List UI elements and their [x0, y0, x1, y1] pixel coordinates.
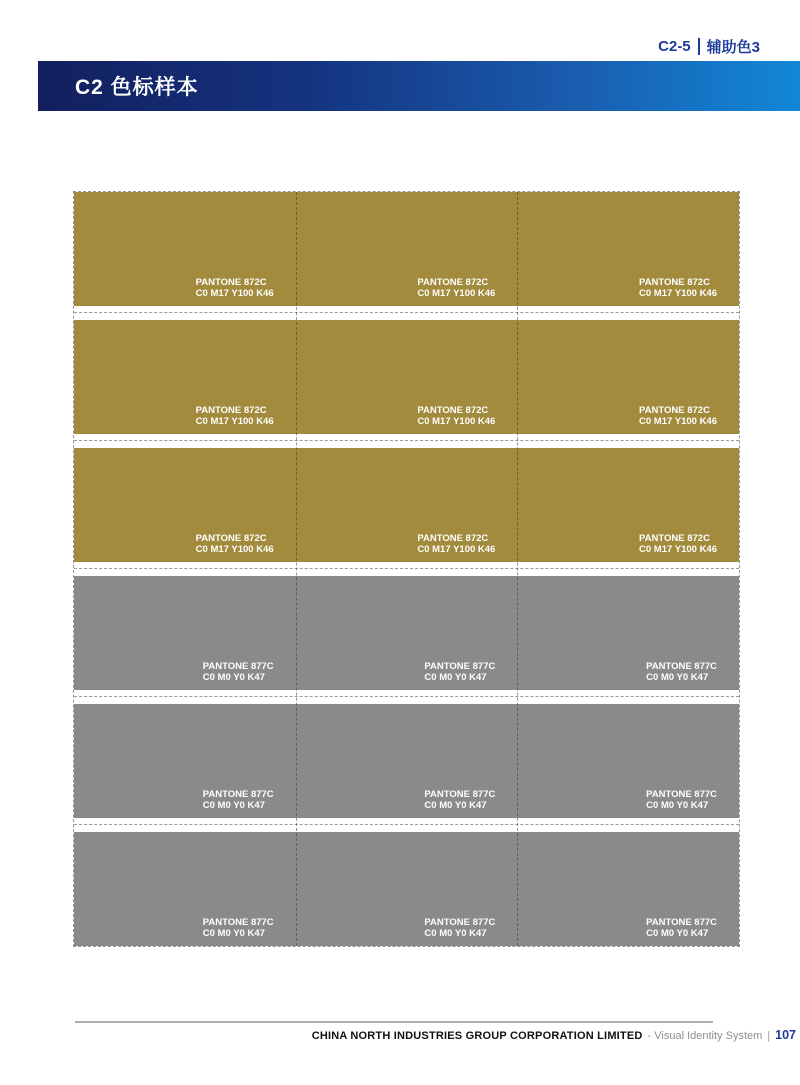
- section-label: 辅助色3: [706, 39, 760, 56]
- pantone-name: PANTONE 877C: [202, 661, 274, 672]
- cmyk-value: C0 M17 Y100 K46: [195, 416, 274, 427]
- swatch-cell: [517, 192, 739, 306]
- pantone-name: PANTONE 877C: [646, 789, 718, 800]
- pantone-name: PANTONE 872C: [639, 533, 710, 544]
- pantone-name: PANTONE 872C: [417, 405, 489, 416]
- swatch-label: [196, 533, 274, 555]
- footer-suffix: - Visual Identity System: [647, 1030, 763, 1042]
- swatch-label: [417, 405, 495, 427]
- pantone-name: PANTONE 877C: [646, 661, 718, 672]
- row-cut-line: [74, 306, 739, 320]
- cmyk-value: C0 M0 Y0 K47: [202, 800, 265, 811]
- cmyk-value: C0 M17 Y100 K46: [417, 288, 496, 299]
- pantone-name: PANTONE 872C: [639, 277, 710, 288]
- swatch-label: [646, 661, 717, 683]
- color-swatch-grid: [73, 191, 740, 947]
- swatch-label: [646, 789, 717, 811]
- pantone-name: PANTONE 872C: [417, 533, 489, 544]
- pantone-name: PANTONE 872C: [195, 533, 267, 544]
- page-title: C2 色标样本: [75, 76, 199, 99]
- pantone-name: PANTONE 877C: [424, 917, 496, 928]
- swatch-label: [646, 917, 717, 939]
- swatch-cell: [517, 320, 739, 434]
- cmyk-value: C0 M0 Y0 K47: [202, 672, 265, 683]
- swatch-cell: [74, 320, 296, 434]
- swatch-cell: [517, 448, 739, 562]
- swatch-cell: [74, 704, 296, 818]
- cmyk-value: C0 M17 Y100 K46: [195, 544, 274, 555]
- swatch-label: [417, 533, 495, 555]
- swatch-row-silver-3: [74, 832, 739, 946]
- column-cut-line: [517, 192, 518, 946]
- swatch-label: [417, 277, 495, 299]
- cmyk-value: C0 M0 Y0 K47: [646, 928, 709, 939]
- swatch-cell: [296, 832, 518, 946]
- swatch-label: [639, 533, 717, 555]
- row-cut-line: [74, 562, 739, 576]
- swatch-cell: [296, 192, 518, 306]
- column-cut-line: [296, 192, 297, 946]
- cmyk-value: C0 M17 Y100 K46: [639, 544, 718, 555]
- pantone-name: PANTONE 877C: [424, 661, 496, 672]
- swatch-cell: [296, 448, 518, 562]
- pantone-name: PANTONE 872C: [195, 405, 267, 416]
- swatch-label: [639, 405, 717, 427]
- section-code: C2-5: [658, 38, 691, 55]
- section-tag: [658, 36, 760, 57]
- swatch-cell: [517, 576, 739, 690]
- swatch-row-gold-2: [74, 320, 739, 434]
- swatch-label: [424, 661, 495, 683]
- swatch-cell: [296, 320, 518, 434]
- section-tag-divider: [698, 38, 700, 55]
- swatch-cell: [517, 704, 739, 818]
- swatch-label: [424, 917, 495, 939]
- cmyk-value: C0 M0 Y0 K47: [646, 672, 709, 683]
- swatch-row-gold-3: [74, 448, 739, 562]
- row-cut-line: [74, 690, 739, 704]
- cmyk-value: C0 M0 Y0 K47: [646, 800, 709, 811]
- cmyk-value: C0 M17 Y100 K46: [417, 544, 496, 555]
- pantone-name: PANTONE 877C: [646, 917, 718, 928]
- cmyk-value: C0 M17 Y100 K46: [639, 416, 718, 427]
- swatch-cell: [296, 576, 518, 690]
- pantone-name: PANTONE 872C: [417, 277, 489, 288]
- swatch-cell: [74, 448, 296, 562]
- swatch-row-silver-1: [74, 576, 739, 690]
- swatch-row-silver-2: [74, 704, 739, 818]
- cmyk-value: C0 M0 Y0 K47: [424, 672, 487, 683]
- row-cut-line: [74, 434, 739, 448]
- swatch-row-gold-1: [74, 192, 739, 306]
- swatch-label: [203, 917, 274, 939]
- swatch-cell: [296, 704, 518, 818]
- footer-rule: [75, 1021, 713, 1023]
- row-cut-line: [74, 818, 739, 832]
- pantone-name: PANTONE 877C: [202, 789, 274, 800]
- cmyk-value: C0 M0 Y0 K47: [424, 928, 487, 939]
- swatch-label: [196, 405, 274, 427]
- cmyk-value: C0 M0 Y0 K47: [202, 928, 265, 939]
- swatch-cell: [517, 832, 739, 946]
- cmyk-value: C0 M17 Y100 K46: [417, 416, 496, 427]
- swatch-cell: [74, 832, 296, 946]
- cmyk-value: C0 M17 Y100 K46: [639, 288, 718, 299]
- title-bar: [38, 61, 800, 111]
- swatch-label: [203, 789, 274, 811]
- cmyk-value: C0 M17 Y100 K46: [195, 288, 274, 299]
- page-number: 107: [775, 1028, 796, 1042]
- swatch-label: [196, 277, 274, 299]
- footer-separator: |: [767, 1030, 771, 1042]
- pantone-name: PANTONE 877C: [424, 789, 496, 800]
- cmyk-value: C0 M0 Y0 K47: [424, 800, 487, 811]
- swatch-label: [424, 789, 495, 811]
- company-name: CHINA NORTH INDUSTRIES GROUP CORPORATION LIMITED: [311, 1030, 643, 1042]
- swatch-label: [639, 277, 717, 299]
- footer: [312, 1028, 796, 1042]
- pantone-name: PANTONE 872C: [195, 277, 267, 288]
- pantone-name: PANTONE 872C: [639, 405, 710, 416]
- pantone-name: PANTONE 877C: [202, 917, 274, 928]
- swatch-cell: [74, 576, 296, 690]
- swatch-label: [203, 661, 274, 683]
- swatch-cell: [74, 192, 296, 306]
